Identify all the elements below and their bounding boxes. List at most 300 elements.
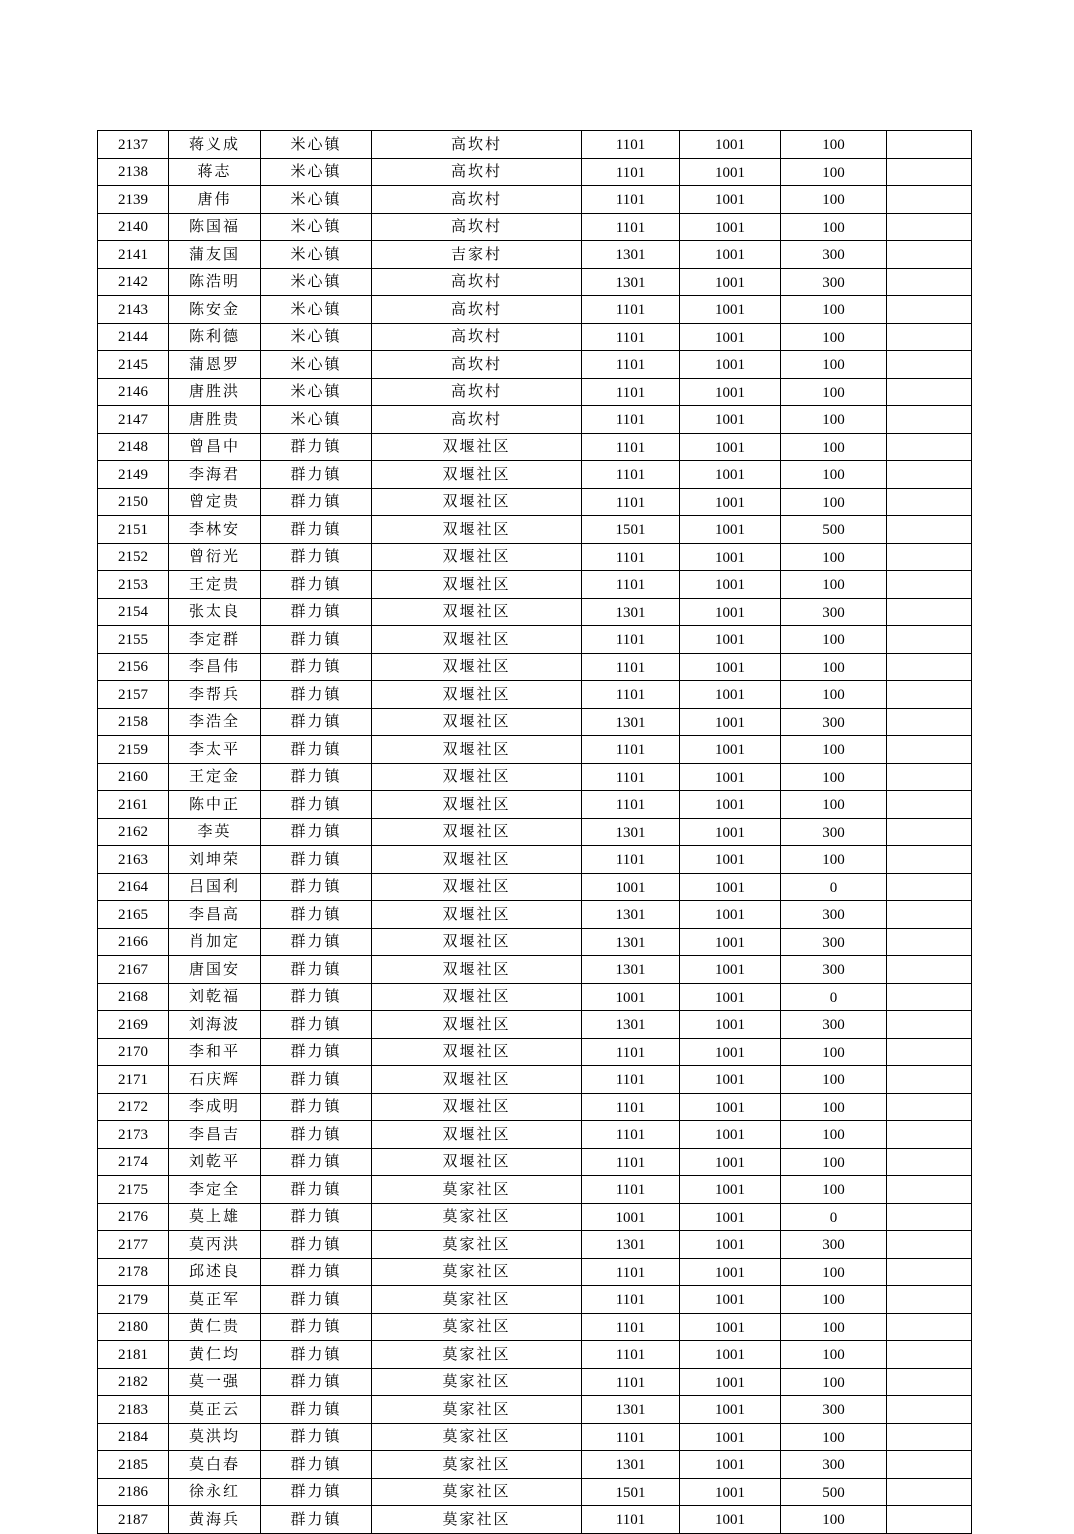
town-cell: 群力镇	[261, 543, 372, 571]
table-row	[98, 901, 972, 929]
remark-cell	[887, 186, 972, 214]
code-a-cell: 1101	[582, 681, 680, 709]
code-b-cell: 1001	[680, 516, 781, 544]
town-cell: 群力镇	[261, 1038, 372, 1066]
name-cell: 李浩全	[169, 708, 261, 736]
amount-cell: 100	[781, 1121, 887, 1149]
row-index-cell: 2187	[98, 1506, 169, 1534]
row-index-cell: 2185	[98, 1451, 169, 1479]
table-row	[98, 818, 972, 846]
remark-cell	[887, 708, 972, 736]
remark-cell	[887, 131, 972, 159]
village-cell: 双堰社区	[372, 983, 582, 1011]
table-row	[98, 323, 972, 351]
town-cell: 群力镇	[261, 1506, 372, 1534]
amount-cell: 100	[781, 1506, 887, 1534]
town-cell: 群力镇	[261, 791, 372, 819]
code-b-cell: 1001	[680, 461, 781, 489]
remark-cell	[887, 323, 972, 351]
name-cell: 蒲友国	[169, 241, 261, 269]
amount-cell: 100	[781, 461, 887, 489]
code-a-cell: 1101	[582, 543, 680, 571]
code-b-cell: 1001	[680, 268, 781, 296]
code-a-cell: 1101	[582, 653, 680, 681]
table-row	[98, 433, 972, 461]
amount-cell: 100	[781, 736, 887, 764]
village-cell: 高坎村	[372, 158, 582, 186]
town-cell: 群力镇	[261, 1148, 372, 1176]
table-row	[98, 516, 972, 544]
village-cell: 双堰社区	[372, 708, 582, 736]
row-index-cell: 2174	[98, 1148, 169, 1176]
town-cell: 群力镇	[261, 818, 372, 846]
name-cell: 黄仁均	[169, 1341, 261, 1369]
name-cell: 莫正军	[169, 1286, 261, 1314]
code-b-cell: 1001	[680, 378, 781, 406]
code-b-cell: 1001	[680, 1093, 781, 1121]
remark-cell	[887, 598, 972, 626]
table-row	[98, 1011, 972, 1039]
code-b-cell: 1001	[680, 708, 781, 736]
name-cell: 肖加定	[169, 928, 261, 956]
village-cell: 高坎村	[372, 323, 582, 351]
table-row	[98, 406, 972, 434]
name-cell: 李和平	[169, 1038, 261, 1066]
code-b-cell: 1001	[680, 131, 781, 159]
name-cell: 唐胜洪	[169, 378, 261, 406]
remark-cell	[887, 681, 972, 709]
row-index-cell: 2142	[98, 268, 169, 296]
village-cell: 双堰社区	[372, 1038, 582, 1066]
village-cell: 双堰社区	[372, 543, 582, 571]
amount-cell: 100	[781, 1093, 887, 1121]
town-cell: 群力镇	[261, 1203, 372, 1231]
code-a-cell: 1101	[582, 1176, 680, 1204]
name-cell: 刘乾福	[169, 983, 261, 1011]
name-cell: 徐永红	[169, 1478, 261, 1506]
row-index-cell: 2150	[98, 488, 169, 516]
code-b-cell: 1001	[680, 1011, 781, 1039]
village-cell: 双堰社区	[372, 1148, 582, 1176]
row-index-cell: 2170	[98, 1038, 169, 1066]
code-b-cell: 1001	[680, 1286, 781, 1314]
village-cell: 双堰社区	[372, 901, 582, 929]
table-row	[98, 1396, 972, 1424]
table-row	[98, 1341, 972, 1369]
code-b-cell: 1001	[680, 598, 781, 626]
name-cell: 李定全	[169, 1176, 261, 1204]
amount-cell: 100	[781, 571, 887, 599]
code-a-cell: 1101	[582, 1066, 680, 1094]
town-cell: 米心镇	[261, 323, 372, 351]
town-cell: 群力镇	[261, 598, 372, 626]
code-a-cell: 1301	[582, 956, 680, 984]
name-cell: 李林安	[169, 516, 261, 544]
town-cell: 群力镇	[261, 708, 372, 736]
code-a-cell: 1101	[582, 1121, 680, 1149]
remark-cell	[887, 296, 972, 324]
amount-cell: 100	[781, 791, 887, 819]
amount-cell: 300	[781, 1231, 887, 1259]
village-cell: 双堰社区	[372, 626, 582, 654]
remark-cell	[887, 1286, 972, 1314]
remark-cell	[887, 351, 972, 379]
table-row	[98, 543, 972, 571]
table-row	[98, 351, 972, 379]
town-cell: 群力镇	[261, 1011, 372, 1039]
row-index-cell: 2172	[98, 1093, 169, 1121]
code-a-cell: 1101	[582, 323, 680, 351]
code-a-cell: 1101	[582, 1286, 680, 1314]
remark-cell	[887, 488, 972, 516]
table-row	[98, 1451, 972, 1479]
code-a-cell: 1501	[582, 1478, 680, 1506]
name-cell: 吕国利	[169, 873, 261, 901]
amount-cell: 100	[781, 1258, 887, 1286]
remark-cell	[887, 1038, 972, 1066]
amount-cell: 100	[781, 763, 887, 791]
table-row	[98, 158, 972, 186]
amount-cell: 100	[781, 406, 887, 434]
code-a-cell: 1301	[582, 901, 680, 929]
remark-cell	[887, 873, 972, 901]
remark-cell	[887, 241, 972, 269]
table-row	[98, 1176, 972, 1204]
remark-cell	[887, 571, 972, 599]
village-cell: 双堰社区	[372, 1011, 582, 1039]
amount-cell: 500	[781, 516, 887, 544]
village-cell: 双堰社区	[372, 461, 582, 489]
village-cell: 莫家社区	[372, 1203, 582, 1231]
row-index-cell: 2168	[98, 983, 169, 1011]
name-cell: 李定群	[169, 626, 261, 654]
remark-cell	[887, 901, 972, 929]
table-row	[98, 598, 972, 626]
name-cell: 张太良	[169, 598, 261, 626]
table-row	[98, 928, 972, 956]
name-cell: 黄仁贵	[169, 1313, 261, 1341]
code-b-cell: 1001	[680, 901, 781, 929]
table-row	[98, 791, 972, 819]
table-row	[98, 1148, 972, 1176]
amount-cell: 100	[781, 1038, 887, 1066]
remark-cell	[887, 1148, 972, 1176]
amount-cell: 300	[781, 901, 887, 929]
code-a-cell: 1001	[582, 983, 680, 1011]
table-row	[98, 763, 972, 791]
name-cell: 李帮兵	[169, 681, 261, 709]
table-row	[98, 1313, 972, 1341]
village-cell: 双堰社区	[372, 516, 582, 544]
name-cell: 唐胜贵	[169, 406, 261, 434]
name-cell: 李海君	[169, 461, 261, 489]
amount-cell: 300	[781, 1396, 887, 1424]
amount-cell: 100	[781, 1423, 887, 1451]
name-cell: 黄海兵	[169, 1506, 261, 1534]
code-b-cell: 1001	[680, 1313, 781, 1341]
village-cell: 莫家社区	[372, 1258, 582, 1286]
town-cell: 群力镇	[261, 983, 372, 1011]
code-b-cell: 1001	[680, 983, 781, 1011]
table-row	[98, 241, 972, 269]
village-cell: 莫家社区	[372, 1368, 582, 1396]
code-a-cell: 1101	[582, 1368, 680, 1396]
name-cell: 李昌吉	[169, 1121, 261, 1149]
town-cell: 米心镇	[261, 351, 372, 379]
code-b-cell: 1001	[680, 928, 781, 956]
code-b-cell: 1001	[680, 406, 781, 434]
remark-cell	[887, 378, 972, 406]
code-b-cell: 1001	[680, 1148, 781, 1176]
amount-cell: 0	[781, 983, 887, 1011]
remark-cell	[887, 1396, 972, 1424]
remark-cell	[887, 1093, 972, 1121]
name-cell: 莫一强	[169, 1368, 261, 1396]
table-row	[98, 1231, 972, 1259]
village-cell: 双堰社区	[372, 598, 582, 626]
town-cell: 群力镇	[261, 1176, 372, 1204]
remark-cell	[887, 213, 972, 241]
town-cell: 群力镇	[261, 846, 372, 874]
row-index-cell: 2177	[98, 1231, 169, 1259]
village-cell: 双堰社区	[372, 681, 582, 709]
remark-cell	[887, 406, 972, 434]
code-b-cell: 1001	[680, 873, 781, 901]
remark-cell	[887, 928, 972, 956]
row-index-cell: 2186	[98, 1478, 169, 1506]
town-cell: 米心镇	[261, 186, 372, 214]
town-cell: 群力镇	[261, 928, 372, 956]
name-cell: 陈中正	[169, 791, 261, 819]
table-row	[98, 1093, 972, 1121]
row-index-cell: 2141	[98, 241, 169, 269]
name-cell: 李昌伟	[169, 653, 261, 681]
remark-cell	[887, 516, 972, 544]
town-cell: 群力镇	[261, 488, 372, 516]
amount-cell: 300	[781, 928, 887, 956]
code-b-cell: 1001	[680, 763, 781, 791]
code-b-cell: 1001	[680, 213, 781, 241]
town-cell: 群力镇	[261, 461, 372, 489]
row-index-cell: 2152	[98, 543, 169, 571]
row-index-cell: 2183	[98, 1396, 169, 1424]
row-index-cell: 2155	[98, 626, 169, 654]
name-cell: 唐伟	[169, 186, 261, 214]
village-cell: 莫家社区	[372, 1423, 582, 1451]
remark-cell	[887, 1313, 972, 1341]
code-b-cell: 1001	[680, 1423, 781, 1451]
remark-cell	[887, 1121, 972, 1149]
table-row	[98, 571, 972, 599]
town-cell: 米心镇	[261, 213, 372, 241]
name-cell: 莫正云	[169, 1396, 261, 1424]
village-cell: 高坎村	[372, 378, 582, 406]
code-a-cell: 1301	[582, 598, 680, 626]
data-table	[97, 130, 972, 1534]
row-index-cell: 2138	[98, 158, 169, 186]
amount-cell: 100	[781, 131, 887, 159]
code-b-cell: 1001	[680, 1396, 781, 1424]
code-a-cell: 1101	[582, 461, 680, 489]
row-index-cell: 2137	[98, 131, 169, 159]
code-b-cell: 1001	[680, 1478, 781, 1506]
remark-cell	[887, 543, 972, 571]
table-row	[98, 1286, 972, 1314]
code-a-cell: 1101	[582, 1423, 680, 1451]
row-index-cell: 2166	[98, 928, 169, 956]
remark-cell	[887, 1341, 972, 1369]
row-index-cell: 2176	[98, 1203, 169, 1231]
table-row	[98, 1258, 972, 1286]
amount-cell: 100	[781, 653, 887, 681]
name-cell: 曾昌中	[169, 433, 261, 461]
table-body	[98, 131, 972, 1534]
row-index-cell: 2144	[98, 323, 169, 351]
code-b-cell: 1001	[680, 1451, 781, 1479]
code-a-cell: 1301	[582, 241, 680, 269]
village-cell: 高坎村	[372, 186, 582, 214]
table-row	[98, 186, 972, 214]
row-index-cell: 2165	[98, 901, 169, 929]
remark-cell	[887, 1258, 972, 1286]
town-cell: 群力镇	[261, 516, 372, 544]
table-row	[98, 1478, 972, 1506]
code-b-cell: 1001	[680, 543, 781, 571]
code-a-cell: 1101	[582, 433, 680, 461]
row-index-cell: 2167	[98, 956, 169, 984]
amount-cell: 300	[781, 708, 887, 736]
amount-cell: 300	[781, 1011, 887, 1039]
village-cell: 双堰社区	[372, 571, 582, 599]
village-cell: 莫家社区	[372, 1231, 582, 1259]
code-a-cell: 1101	[582, 736, 680, 764]
code-a-cell: 1101	[582, 1038, 680, 1066]
village-cell: 双堰社区	[372, 653, 582, 681]
town-cell: 群力镇	[261, 433, 372, 461]
code-b-cell: 1001	[680, 1038, 781, 1066]
remark-cell	[887, 736, 972, 764]
town-cell: 米心镇	[261, 158, 372, 186]
town-cell: 群力镇	[261, 1341, 372, 1369]
code-a-cell: 1101	[582, 296, 680, 324]
town-cell: 群力镇	[261, 763, 372, 791]
code-b-cell: 1001	[680, 1368, 781, 1396]
table-row	[98, 131, 972, 159]
village-cell: 双堰社区	[372, 873, 582, 901]
table-row	[98, 653, 972, 681]
village-cell: 双堰社区	[372, 433, 582, 461]
code-a-cell: 1301	[582, 928, 680, 956]
row-index-cell: 2140	[98, 213, 169, 241]
table-row	[98, 1121, 972, 1149]
village-cell: 双堰社区	[372, 791, 582, 819]
code-a-cell: 1101	[582, 1093, 680, 1121]
village-cell: 双堰社区	[372, 488, 582, 516]
remark-cell	[887, 1478, 972, 1506]
amount-cell: 100	[781, 543, 887, 571]
code-a-cell: 1101	[582, 488, 680, 516]
code-b-cell: 1001	[680, 351, 781, 379]
town-cell: 群力镇	[261, 626, 372, 654]
remark-cell	[887, 956, 972, 984]
table-row	[98, 873, 972, 901]
village-cell: 高坎村	[372, 351, 582, 379]
village-cell: 高坎村	[372, 131, 582, 159]
code-a-cell: 1101	[582, 846, 680, 874]
village-cell: 双堰社区	[372, 763, 582, 791]
amount-cell: 100	[781, 158, 887, 186]
remark-cell	[887, 846, 972, 874]
amount-cell: 100	[781, 1368, 887, 1396]
amount-cell: 100	[781, 1176, 887, 1204]
table-row	[98, 378, 972, 406]
name-cell: 曾衍光	[169, 543, 261, 571]
remark-cell	[887, 791, 972, 819]
row-index-cell: 2175	[98, 1176, 169, 1204]
name-cell: 莫丙洪	[169, 1231, 261, 1259]
amount-cell: 100	[781, 1313, 887, 1341]
amount-cell: 100	[781, 378, 887, 406]
town-cell: 米心镇	[261, 268, 372, 296]
row-index-cell: 2180	[98, 1313, 169, 1341]
remark-cell	[887, 1011, 972, 1039]
name-cell: 刘乾平	[169, 1148, 261, 1176]
remark-cell	[887, 653, 972, 681]
amount-cell: 100	[781, 351, 887, 379]
town-cell: 群力镇	[261, 873, 372, 901]
code-b-cell: 1001	[680, 736, 781, 764]
table-row	[98, 708, 972, 736]
amount-cell: 0	[781, 873, 887, 901]
code-b-cell: 1001	[680, 626, 781, 654]
amount-cell: 100	[781, 1066, 887, 1094]
remark-cell	[887, 1451, 972, 1479]
amount-cell: 300	[781, 956, 887, 984]
town-cell: 群力镇	[261, 1258, 372, 1286]
remark-cell	[887, 763, 972, 791]
row-index-cell: 2161	[98, 791, 169, 819]
village-cell: 高坎村	[372, 406, 582, 434]
remark-cell	[887, 268, 972, 296]
town-cell: 米心镇	[261, 241, 372, 269]
table-row	[98, 488, 972, 516]
amount-cell: 300	[781, 241, 887, 269]
code-b-cell: 1001	[680, 1066, 781, 1094]
name-cell: 邱述良	[169, 1258, 261, 1286]
code-a-cell: 1101	[582, 158, 680, 186]
town-cell: 米心镇	[261, 406, 372, 434]
code-a-cell: 1301	[582, 818, 680, 846]
name-cell: 王定金	[169, 763, 261, 791]
code-a-cell: 1501	[582, 516, 680, 544]
amount-cell: 300	[781, 268, 887, 296]
remark-cell	[887, 1231, 972, 1259]
village-cell: 吉家村	[372, 241, 582, 269]
code-b-cell: 1001	[680, 681, 781, 709]
village-cell: 莫家社区	[372, 1478, 582, 1506]
village-cell: 高坎村	[372, 268, 582, 296]
village-cell: 高坎村	[372, 213, 582, 241]
code-b-cell: 1001	[680, 791, 781, 819]
name-cell: 莫上雄	[169, 1203, 261, 1231]
village-cell: 双堰社区	[372, 1121, 582, 1149]
code-a-cell: 1001	[582, 1203, 680, 1231]
name-cell: 陈安金	[169, 296, 261, 324]
code-b-cell: 1001	[680, 956, 781, 984]
name-cell: 唐国安	[169, 956, 261, 984]
amount-cell: 0	[781, 1203, 887, 1231]
remark-cell	[887, 461, 972, 489]
